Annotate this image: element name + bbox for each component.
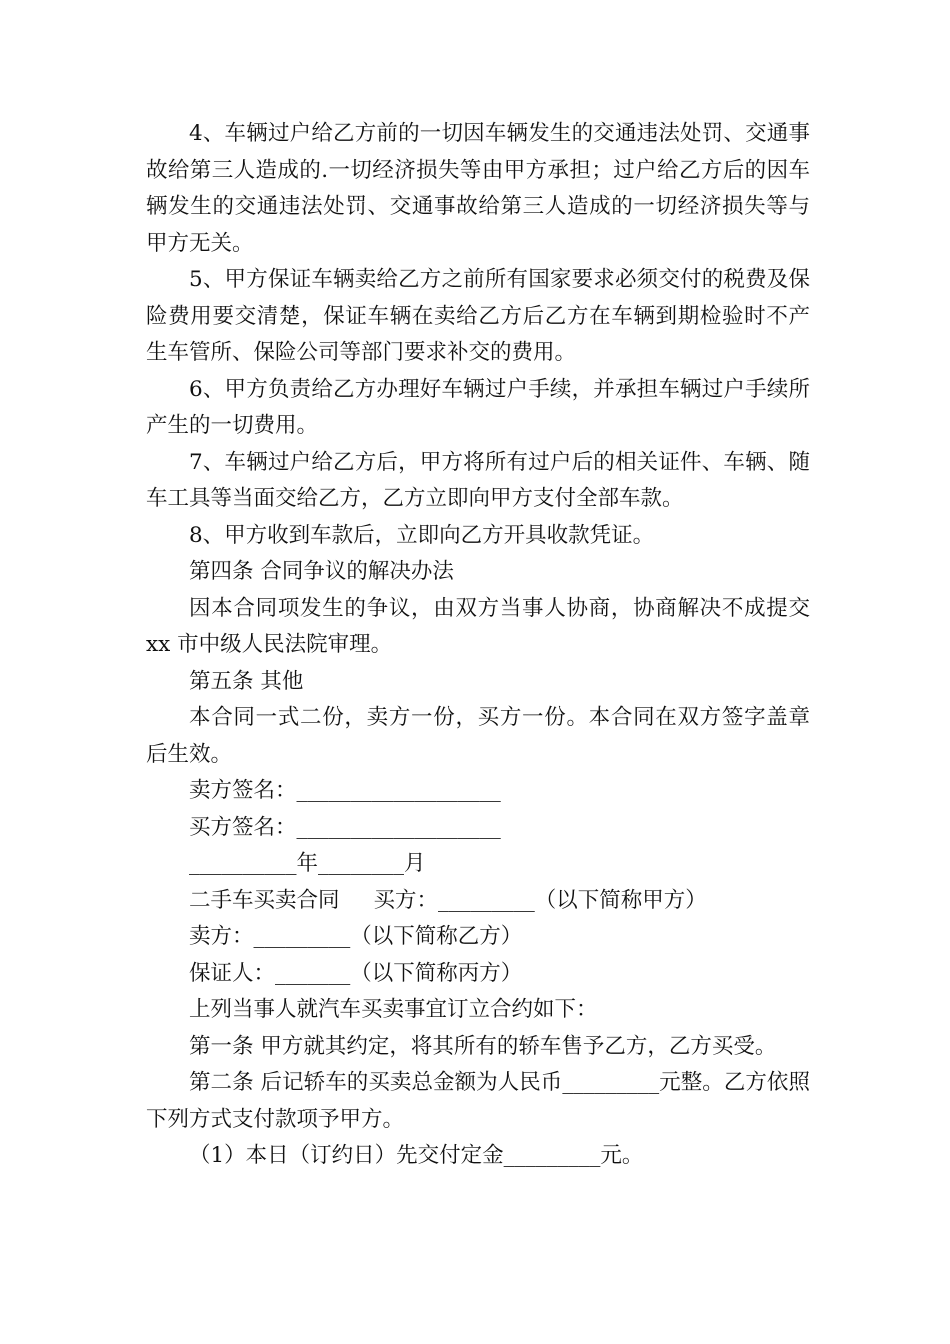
contract-2-title: 二手车买卖合同 bbox=[189, 887, 340, 913]
contract-2-seller: 卖方：_________（以下简称乙方） bbox=[189, 924, 523, 949]
contract-2-guarantor: 保证人：_______（以下简称丙方） bbox=[189, 960, 523, 986]
contract-2-intro: 上列当事人就汽车买卖事宜订立合约如下： bbox=[189, 997, 598, 1022]
clause-item-7: 7、车辆过户给乙方后，甲方将所有过户后的相关证件、车辆、随车工具等当面交给乙方，乙方立即向甲方支付全部车款。 bbox=[146, 449, 810, 511]
article-4-text: 因本合同项发生的争议，由双方当事人协商，协商解决不成提交 xx 市中级人民法院审理。 bbox=[146, 595, 810, 657]
contract-2-header-line bbox=[146, 883, 810, 920]
article-5-text: 本合同一式二份，卖方一份，买方一份。本合同在双方签字盖章后生效。 bbox=[146, 705, 810, 767]
clause-item-5: 5、甲方保证车辆卖给乙方之前所有国家要求必须交付的税费及保险费用要交清楚，保证车辆在卖给乙方后乙方在车辆到期检验时不产生车管所、保险公司等部门要求补交的费用。 bbox=[146, 267, 810, 365]
article-4-title: 第四条 合同争议的解决办法 bbox=[189, 559, 454, 584]
seller-signature-line: 卖方签名：___________________ bbox=[189, 778, 501, 803]
contract-2-payment-1: （1）本日（订约日）先交付定金_________元。 bbox=[189, 1143, 644, 1168]
article-5-title: 第五条 其他 bbox=[189, 668, 304, 694]
clause-item-6: 6、甲方负责给乙方办理好车辆过户手续，并承担车辆过户手续所产生的一切费用。 bbox=[146, 376, 810, 438]
contract-2-article-2: 第二条 后记轿车的买卖总金额为人民币_________元整。乙方依照下列方式支付款项予甲方。 bbox=[146, 1070, 810, 1132]
document-body bbox=[146, 116, 810, 1175]
contract-2-article-1: 第一条 甲方就其约定，将其所有的轿车售予乙方，乙方买受。 bbox=[189, 1033, 777, 1059]
contract-2-buyer: 买方：_________（以下简称甲方） bbox=[373, 887, 707, 913]
buyer-signature-line: 买方签名：___________________ bbox=[189, 814, 501, 840]
clause-item-8: 8、甲方收到车款后，立即向乙方开具收款凭证。 bbox=[189, 522, 655, 548]
date-line: __________年________月 bbox=[189, 851, 426, 876]
clause-item-4: 4、车辆过户给乙方前的一切因车辆发生的交通违法处罚、交通事故给第三人造成的.一切经济损失等由甲方承担；过户给乙方后的因车辆发生的交通违法处罚、交通事故给第三人造成的一切经济损失等与甲方无关。 bbox=[146, 121, 810, 256]
